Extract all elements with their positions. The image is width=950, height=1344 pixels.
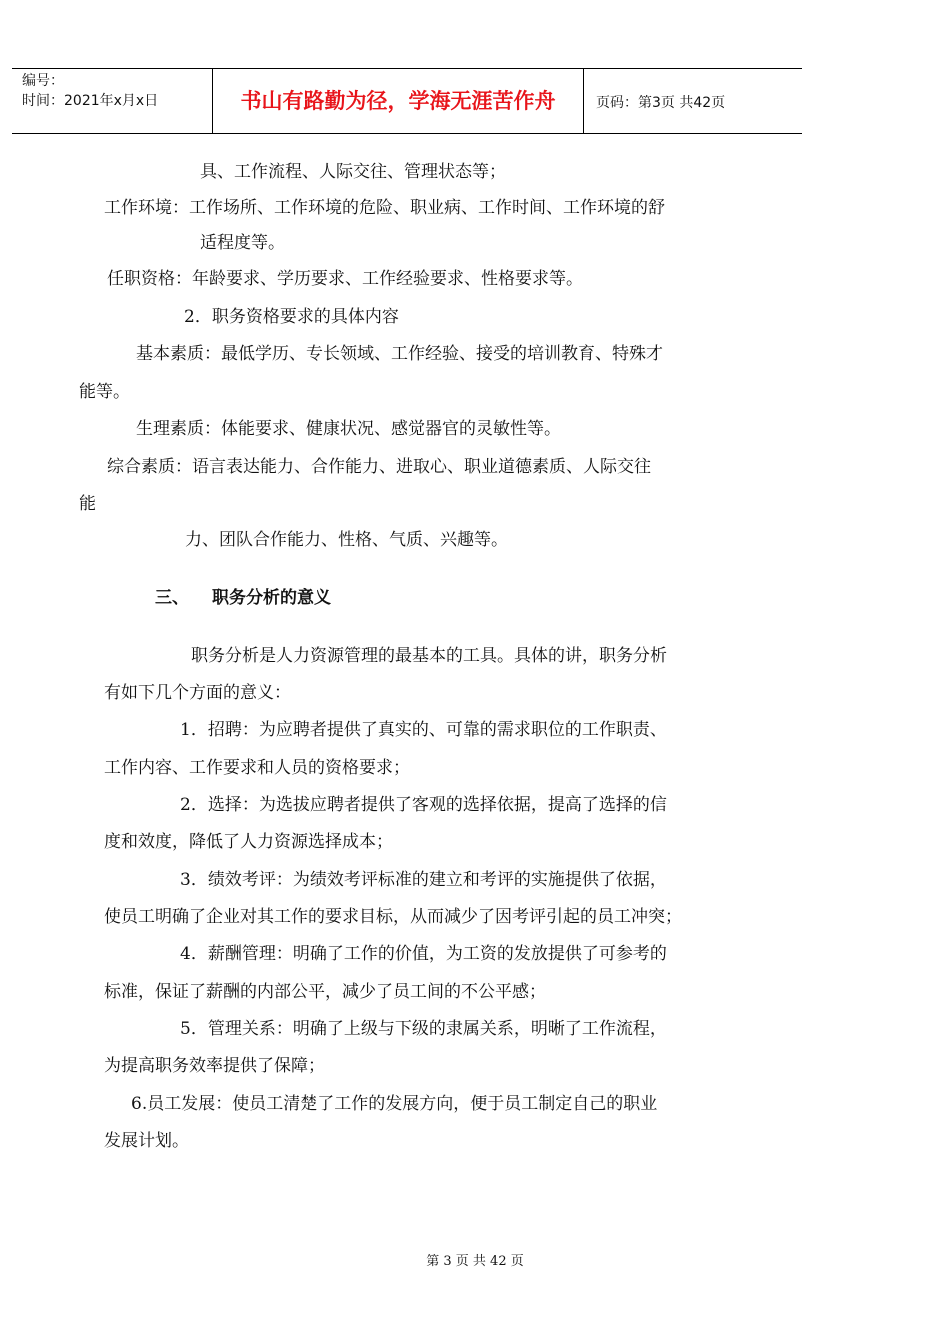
text-line: 生理素质：体能要求、健康状况、感觉器官的灵敏性等。 xyxy=(136,419,561,439)
subsection-heading: 2．职务资格要求的具体内容 xyxy=(184,307,399,327)
header-meta xyxy=(12,69,212,133)
text-line: 综合素质：语言表达能力、合作能力、进取心、职业道德素质、人际交往 xyxy=(107,457,651,477)
document-number-label: 编号： xyxy=(22,73,64,89)
text-line: 为提高职务效率提供了保障； xyxy=(104,1056,325,1076)
text-line: 适程度等。 xyxy=(200,233,285,253)
text-line: 度和效度，降低了人力资源选择成本； xyxy=(104,832,393,852)
header-motto: 书山有路勤为径，学海无涯苦作舟 xyxy=(240,89,556,113)
text-line: 能等。 xyxy=(79,382,130,402)
text-line: 6.员工发展：使员工清楚了工作的发展方向，便于员工制定自己的职业 xyxy=(131,1094,658,1114)
header-page-label: 页码：第3页 共42页 xyxy=(596,95,726,111)
text-line: 有如下几个方面的意义： xyxy=(104,683,291,703)
text-line: 2．选择：为选拔应聘者提供了客观的选择依据，提高了选择的信 xyxy=(180,795,667,815)
text-line: 任职资格：年龄要求、学历要求、工作经验要求、性格要求等。 xyxy=(107,269,583,289)
text-line: 标准，保证了薪酬的内部公平，减少了员工间的不公平感； xyxy=(104,982,546,1002)
text-line: 1．招聘：为应聘者提供了真实的、可靠的需求职位的工作职责、 xyxy=(180,720,667,740)
text-line: 3．绩效考评：为绩效考评标准的建立和考评的实施提供了依据， xyxy=(180,870,667,890)
text-line: 使员工明确了企业对其工作的要求目标，从而减少了因考评引起的员工冲突； xyxy=(104,907,682,927)
text-line: 职务分析是人力资源管理的最基本的工具。具体的讲，职务分析 xyxy=(191,646,667,666)
text-line: 5．管理关系：明确了上级与下级的隶属关系，明晰了工作流程， xyxy=(180,1019,667,1039)
text-line: 能 xyxy=(79,494,96,514)
text-line: 基本素质：最低学历、专长领域、工作经验、接受的培训教育、特殊才 xyxy=(136,344,663,364)
text-line: 具、工作流程、人际交往、管理状态等； xyxy=(200,162,506,182)
text-line: 4．薪酬管理：明确了工作的价值，为工资的发放提供了可参考的 xyxy=(180,944,667,964)
document-time-label: 时间：2021年x月x日 xyxy=(22,93,159,109)
text-line: 工作环境：工作场所、工作环境的危险、职业病、工作时间、工作环境的舒 xyxy=(104,198,665,218)
text-line: 发展计划。 xyxy=(104,1131,189,1151)
text-line: 力、团队合作能力、性格、气质、兴趣等。 xyxy=(185,530,508,550)
page-footer: 第 3 页 共 42 页 xyxy=(426,1254,524,1269)
text-line: 工作内容、工作要求和人员的资格要求； xyxy=(104,758,410,778)
page-header xyxy=(12,68,802,134)
section-number: 三、 xyxy=(155,588,189,608)
section-title: 职务分析的意义 xyxy=(212,588,331,608)
